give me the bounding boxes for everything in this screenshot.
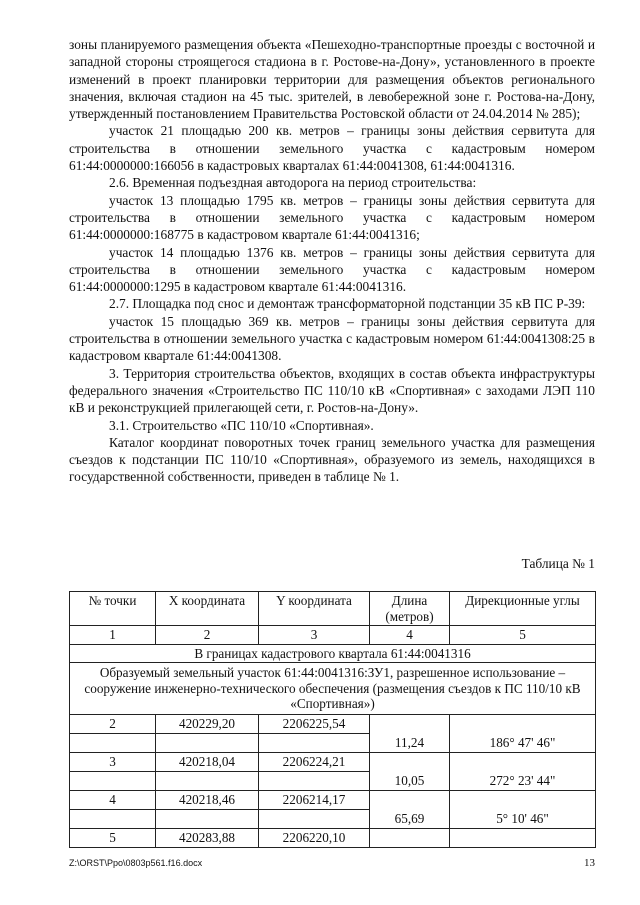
paragraph-7: участок 15 площадью 369 кв. метров – границы зоны действия сервитута для строительства в отношении земельного участка с кадастровым номером 61:44:0041308:25 в кадастровом квартале 61:44:0041308.	[69, 313, 595, 364]
y-coordinate: 2206224,21	[259, 752, 370, 771]
column-number: 1	[70, 626, 156, 645]
paragraph-8: 3. Территория строительства объектов, входящих в состав объекта инфраструктуры федерального значения «Строительство ПС 110/10 кВ «Спортивная» с заходами ЛЭП 110 кВ и реконструкцией прилегающей сети, г. Ростов-на-Дону».	[69, 365, 595, 416]
body-text	[69, 36, 595, 486]
parcel-title: Образуемый земельный участок 61:44:0041316:ЗУ1, разрешенное использование – сооружение инженерно-технического обеспечения (размещения съездов к ПС 110/10 кВ «Спортивная»)	[70, 663, 596, 715]
paragraph-6: 2.7. Площадка под снос и демонтаж трансформаторной подстанции 35 кВ ПС Р-39:	[109, 296, 586, 312]
length-cell	[370, 714, 450, 752]
segment-length: 11,24	[394, 735, 425, 750]
table-caption: Таблица № 1	[521, 556, 595, 571]
column-number: 3	[259, 626, 370, 645]
column-number-row	[70, 626, 596, 645]
x-coordinate: 420218,04	[156, 752, 259, 771]
parcel-row	[70, 663, 596, 715]
segment-angle: 5° 10' 46"	[496, 811, 549, 826]
paragraph-3: 2.6. Временная подъездная автодорога на период строительства:	[109, 175, 477, 191]
point-number: 2	[70, 714, 156, 733]
table-row-point	[70, 790, 596, 809]
header-y-coordinate: Y координата	[259, 592, 370, 626]
segment-angle: 272° 23' 44"	[489, 773, 556, 788]
paragraph-5: участок 14 площадью 1376 кв. метров – границы зоны действия сервитута для строительства в отношении земельного участка с кадастровым номером 61:44:0000000:1295 в кадастровом квартале 61:44:0041316.	[69, 244, 595, 295]
paragraph-2: участок 21 площадью 200 кв. метров – границы зоны действия сервитута для строительства в отношении земельного участка с кадастровым номером 61:44:0000000:166056 в кадастровых кварталах 61:44:0041308, 61:44:0041316.	[69, 123, 595, 174]
coordinates-table	[69, 591, 596, 848]
angle-cell	[450, 752, 596, 790]
paragraph-9: 3.1. Строительство «ПС 110/10 «Спортивная».	[109, 417, 374, 433]
column-number: 4	[370, 626, 450, 645]
header-length: Длина (метров)	[370, 592, 450, 626]
point-number: 4	[70, 790, 156, 809]
y-coordinate: 2206220,10	[259, 828, 370, 847]
segment-angle: 186° 47' 46"	[489, 735, 556, 750]
table-row-point	[70, 714, 596, 733]
paragraph-10: Каталог координат поворотных точек границ земельного участка для размещения съездов к подстанции ПС 110/10 «Спортивная», образуемого из земель, находящихся в государственной собственности, приведен в таблице № 1.	[69, 434, 595, 485]
x-coordinate: 420218,46	[156, 790, 259, 809]
y-coordinate: 2206214,17	[259, 790, 370, 809]
segment-length: 10,05	[394, 773, 425, 788]
column-number: 2	[156, 626, 259, 645]
segment-length: 65,69	[394, 811, 425, 826]
quarter-row	[70, 644, 596, 663]
point-number: 3	[70, 752, 156, 771]
paragraph-4: участок 13 площадью 1795 кв. метров – границы зоны действия сервитута для строительства в отношении земельного участка с кадастровым номером 61:44:0000000:168775 в кадастровом квартале 61:44:0041316;	[69, 192, 595, 243]
cadastral-quarter-title: В границах кадастрового квартала 61:44:0041316	[70, 644, 596, 663]
footer-file-path: Z:\ORST\Ppo\0803p561.f16.docx	[69, 858, 203, 868]
page-number: 13	[584, 857, 595, 869]
point-number: 5	[70, 828, 156, 847]
x-coordinate: 420229,20	[156, 714, 259, 733]
table-row-point	[70, 828, 596, 847]
header-point-number: № точки	[70, 592, 156, 626]
y-coordinate: 2206225,54	[259, 714, 370, 733]
angle-cell	[450, 714, 596, 752]
paragraph-1: зоны планируемого размещения объекта «Пешеходно-транспортные проезды с восточной и западной стороны строящегося стадиона в г. Ростове-на-Дону», установленного в проекте изменений в проект планировки территории для размещения объектов регионального значения, включая стадион на 45 тыс. зрителей, в левобережной зоне г. Ростова-на-Дону, утвержденный постановлением Правительства Ростовской области от 24.04.2014 № 285);	[69, 37, 595, 122]
table-header-row	[70, 592, 596, 626]
header-x-coordinate: X координата	[156, 592, 259, 626]
length-cell	[370, 790, 450, 828]
column-number: 5	[450, 626, 596, 645]
x-coordinate: 420283,88	[156, 828, 259, 847]
angle-cell	[450, 790, 596, 828]
length-cell	[370, 752, 450, 790]
table-row-point	[70, 752, 596, 771]
header-direction-angles: Дирекционные углы	[450, 592, 596, 626]
